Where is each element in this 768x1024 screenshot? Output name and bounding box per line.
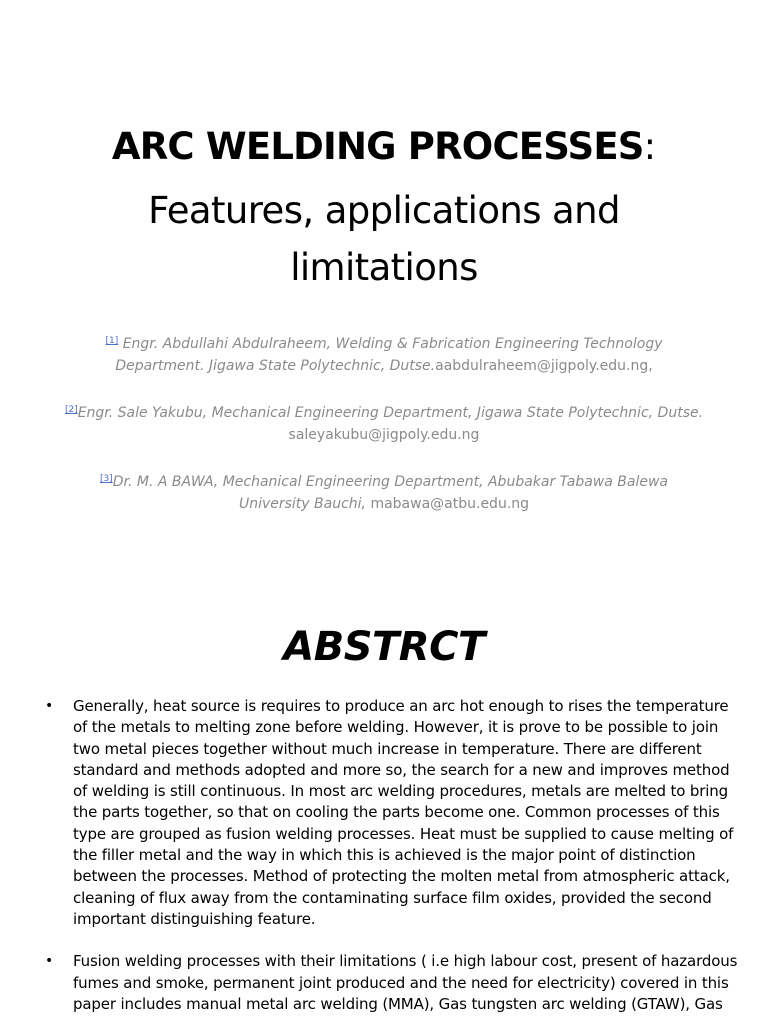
author-3-reference-link[interactable]: [3] [99,474,113,484]
author-1-reference-link[interactable]: [1] [105,336,119,346]
title-colon: : [643,125,657,168]
title-subtitle: Features, applications and limitations [148,189,620,289]
author-list [64,331,704,538]
abstract-paragraph-1-text: Generally, heat source is requires to produce an arc hot enough to rises the temperature of the metals to melting zone before welding. However, it is prove to be possible to join two metal pieces together without much increase in temperature. There are different standard and methods adopted and more so, the search for a new and improves method of welding is still continuous. In most arc welding procedures, metals are melted to bring the parts together, so that on cooling the parts become one. Common processes of this type are grouped as fusion welding processes. Heat must be supplied to cause melting of the filler metal and the way in which this is achieved is the major point of distinction between the processes. Method of protecting the molten metal from atmospheric attack, cleaning of flux away from the contaminating surface film oxides, provided the second important distinguishing feature. [73,697,734,928]
bullet-icon: • [45,698,54,714]
abstract-paragraph-2 [40,951,740,1015]
author-2-email: saleyakubu@jigpoly.edu.ng [288,426,480,443]
abstract-paragraph-1 [40,696,740,930]
document-title [84,118,684,296]
author-2 [64,400,704,446]
author-2-affiliation: Engr. Sale Yakubu, Mechanical Engineering Department, Jigawa State Polytechnic, Dutse. [77,405,704,421]
bullet-icon: • [45,953,54,970]
author-3 [64,469,704,515]
abstract-heading: ABSTRCT [283,624,485,670]
author-2-reference-link[interactable]: [2] [64,405,78,415]
author-3-affiliation: Dr. M. A BAWA, Mechanical Engineering Department, Abubakar Tabawa Balewa University Bauchi, [112,474,669,512]
title-main: ARC WELDING PROCESSES [111,125,644,168]
author-1-email: aabdulraheem@jigpoly.edu.ng, [435,357,653,374]
author-1-affiliation: Engr. Abdullahi Abdulraheem, Welding & Fabrication Engineering Technology Department. Jigawa State Polytechnic, Dutse. [115,336,663,374]
author-1 [64,331,704,377]
abstract-paragraph-2-text: Fusion welding processes with their limitations ( i.e high labour cost, present of hazardous fumes and smoke, permanent joint produced and the need for electricity) covered in this paper includes manual metal arc welding (MMA), Gas tungsten arc welding (GTAW), Gas [73,952,738,1013]
author-3-email: mabawa@atbu.edu.ng [366,495,530,512]
abstract-bullet-list [40,696,740,1024]
